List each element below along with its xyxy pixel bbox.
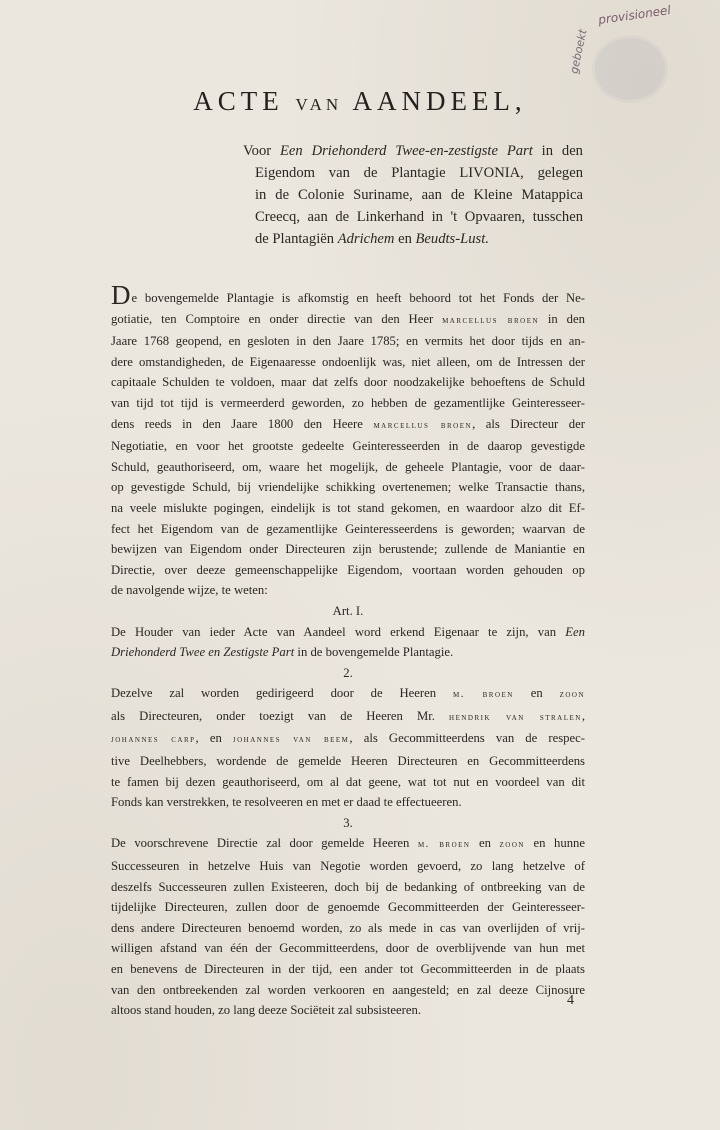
subtitle-line: Creecq, aan de Linkerhand in 't Opvaaren, tusschen bbox=[255, 209, 583, 225]
title-word-acte: ACTE bbox=[193, 86, 284, 116]
intro-line: Jaare 1768 geopend, en gesloten in den Jaare 1785; en vermits het door tijds en an- bbox=[111, 334, 585, 349]
intro-line: Negotiatie, en voor het grootste gedeelte Geinteresseerden in de daarop gevestigde bbox=[111, 439, 585, 454]
article-line: Dezelve zal worden gedirigeerd door de Heeren m. broen en zoon bbox=[111, 686, 586, 701]
intro-line: Directie, over deeze gemeenschappelijke Eigendom, voortaan worden gehouden op bbox=[111, 562, 585, 577]
article-line: altoos stand houden, zo lang deeze Sociëteit zal subsisteeren. bbox=[111, 1003, 422, 1018]
article-line: De voorschrevene Directie zal door gemelde Heeren m. broen en zoon en hunne bbox=[111, 836, 586, 851]
document-title bbox=[0, 86, 720, 117]
article-line: johannes carp, en johannes van beem, als Gecommitteerdens van de respec- bbox=[111, 731, 585, 746]
article-line: dens andere Directeuren benoemd worden, zo als mede in cas van overlijden of vrij- bbox=[111, 920, 585, 935]
subtitle-line: de Plantagiën Adrichem en Beudts-Lust. bbox=[255, 231, 489, 247]
intro-line: fect het Eigendom van de gezamentlijke Geinteresseerdens is geworden; waarvan de bbox=[111, 521, 585, 536]
intro-line: na veele mislukte pogingen, eindelijk is tot stand gekomen, en waardoor alzo dit Ef- bbox=[111, 500, 585, 515]
title-word-van: VAN bbox=[295, 95, 343, 114]
article-line: als Directeuren, onder toezigt van de Heeren Mr. hendrik van stralen, bbox=[111, 708, 585, 723]
intro-line: van tijd tot tijd is vermeerderd geworden, zo hebben de gezamentlijke Geinteresseer- bbox=[111, 395, 585, 410]
intro-line: Schuld, geauthoriseerd, om, waare het mogelijk, de geheele Plantagie, voor de daar- bbox=[111, 459, 585, 474]
article-line: Successeuren in hetzelve Huis van Negotie worden gevoerd, zo lang hetzelve of bbox=[111, 859, 585, 874]
article-heading: Art. I. bbox=[332, 603, 364, 618]
intro-line: dens reeds in den Jaare 1800 den Heere marcellus broen, als Directeur der bbox=[111, 416, 586, 431]
subtitle-line: Eigendom van de Plantagie LIVONIA, gelegen bbox=[255, 165, 583, 181]
article-line: deszelfs Successeuren zullen Existeeren, doch bij de bedanking of ontbreeking van de bbox=[111, 879, 585, 894]
intro-line: De bovengemelde Plantagie is afkomstig en heeft behoord tot het Fonds der Ne- bbox=[111, 280, 585, 310]
document-subtitle bbox=[243, 140, 583, 250]
article-line: Driehonderd Twee en Zestigste Part in de bovengemelde Plantagie. bbox=[111, 645, 454, 660]
title-word-aandeel: AANDEEL, bbox=[352, 86, 527, 116]
intro-line: capitaale Schulden te voldoen, maar dat zelfs door noodzakelijke behoeftens de Schuld bbox=[111, 375, 585, 390]
article-heading: 2. bbox=[343, 665, 353, 680]
intro-line: dere omstandigheden, de Eigenaaresse ondoenlijk was, niet alleen, om de Intressen der bbox=[111, 354, 585, 369]
intro-line: de navolgende wijze, te weten: bbox=[111, 583, 268, 598]
article-line: tive Deelhebbers, wordende de gemelde Heeren Directeuren en Gecommitteerdens bbox=[111, 754, 585, 769]
article-line: te famen bij dezen geauthoriseerd, om al dat geene, wat tot nut en voordeel van dit bbox=[111, 774, 585, 789]
article-line: en benevens de Directeuren in der tijd, een ander tot Gecommitteerden in de plaats bbox=[111, 962, 585, 976]
intro-line: gotiatie, ten Comptoire en onder directie van den Heer marcellus broen in den bbox=[111, 311, 585, 326]
handwritten-note: provisioneel bbox=[597, 2, 672, 28]
handwritten-side-note: geboekt bbox=[567, 28, 590, 75]
article-line: van den ontbreekenden zal worden verkooren en aangesteld; en zal deeze Cijnosure bbox=[111, 982, 585, 997]
intro-line: bewijzen van Eigendom onder Directeuren zijn berustende; zullende de Maniantie en bbox=[111, 542, 585, 557]
subtitle-line: in de Colonie Suriname, aan de Kleine Matappica bbox=[255, 187, 583, 203]
document-body bbox=[111, 280, 586, 1021]
intro-line: op gevestigde Schuld, bij vriendelijke schikking overtenemen; welke Transactie thans, bbox=[111, 480, 585, 495]
page-number: 4 bbox=[567, 993, 574, 1008]
article-line: willigen afstand van één der Gecommitteerdens, door de overblijvende van hun met bbox=[111, 941, 585, 956]
article-line: De Houder van ieder Acte van Aandeel word erkend Eigenaar te zijn, van Een bbox=[111, 624, 585, 639]
drop-cap: D bbox=[111, 280, 131, 310]
article-heading: 3. bbox=[343, 815, 353, 830]
article-line: Fonds kan verstrekken, te resolveeren en met er daad te effectueeren. bbox=[111, 795, 462, 810]
article-line: tijdelijke Directeuren, zullen door de genoemde Gecommitteerden der Geinteresseer- bbox=[111, 900, 585, 915]
subtitle-line: Voor Een Driehonderd Twee-en-zestigste Part in den bbox=[243, 143, 583, 159]
